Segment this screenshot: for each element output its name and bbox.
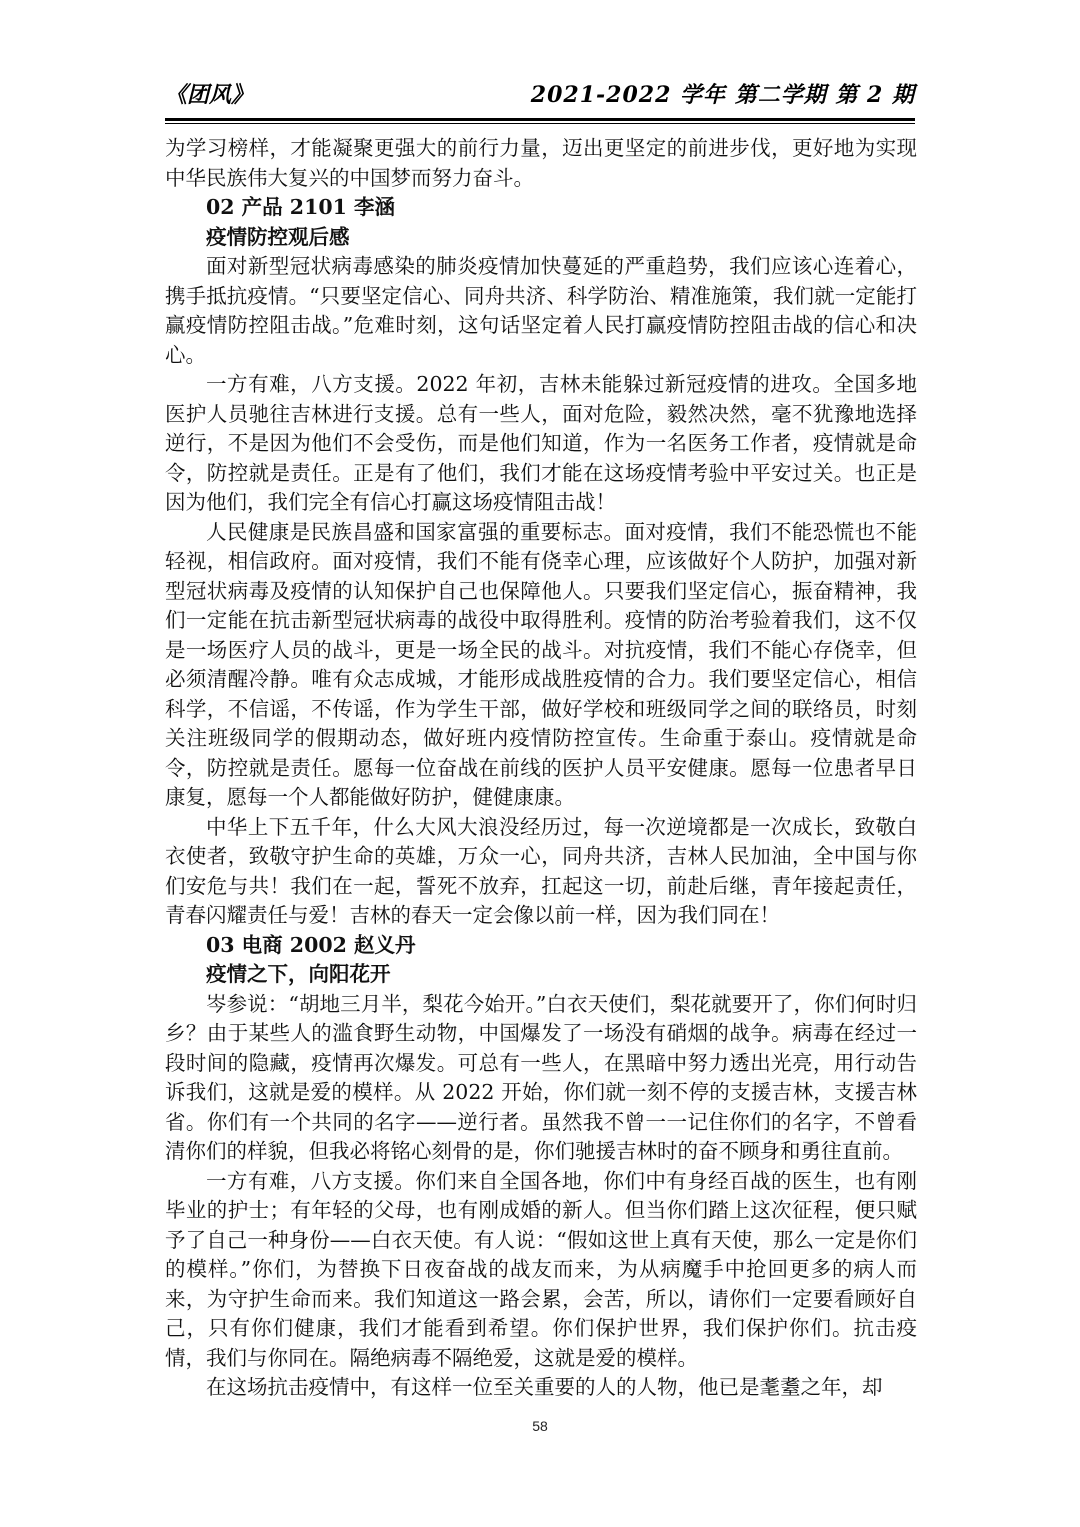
header-rule-thin	[165, 123, 915, 124]
section1-paragraph: 人民健康是民族昌盛和国家富强的重要标志。面对疫情，我们不能恐慌也不能轻视，相信政府。面对疫情，我们不能有侥幸心理，应该做好个人防护，加强对新型冠状病毒及疫情的认知保护自己也保障他人。只要我们坚定信心，振奋精神，我们一定能在抗击新型冠状病毒的战役中取得胜利。疫情的防治考验着我们，这不仅是一场医疗人员的战斗，更是一场全民的战斗。对抗疫情，我们不能心存侥幸，但必须清醒冷静。唯有众志成城，才能形成战胜疫情的合力。我们要坚定信心，相信科学，不信谣，不传谣，作为学生干部，做好学校和班级同学之间的联络员，时刻关注班级同学的假期动态，做好班内疫情防控宣传。生命重于泰山。疫情就是命令，防控就是责任。愿每一位奋战在前线的医护人员平安健康。愿每一位患者早日康复，愿每一个人都能做好防护，健健康康。	[165, 519, 917, 809]
section2-paragraph: 岑参说：“胡地三月半，梨花今始开。”白衣天使们，梨花就要开了，你们何时归乡？由于某些人的滥食野生动物，中国爆发了一场没有硝烟的战争。病毒在经过一段时间的隐藏，疫情再次爆发。可总有一些人，在黑暗中努力透出光亮，用行动告诉我们，这就是爱的模样。从 2022 开始，你们就一刻不停的支援吉林，支援吉林省。你们有一个共同的名字——逆行者。虽然我不曾一一记住你们的名字，不曾看清你们的样貌，但我必将铭心刻骨的是，你们驰援吉林时的奋不顾身和勇往直前。	[165, 991, 917, 1163]
issue-info: 2021-2022 学年 第二学期 第 2 期	[530, 82, 915, 108]
section2-author: 03 电商 2002 赵义丹	[206, 932, 416, 957]
section1-paragraph: 一方有难，八方支援。2022 年初，吉林未能躲过新冠疫情的进攻。全国多地医护人员驰往吉林进行支援。总有一些人，面对危险，毅然决然，毫不犹豫地选择逆行，不是因为他们不会受伤，而是他们知道，作为一名医务工作者，疫情就是命令，防控就是责任。正是有了他们，我们才能在这场疫情考验中平安过关。也正是因为他们，我们完全有信心打赢这场疫情阻击战！	[165, 372, 917, 514]
section2-title: 疫情之下，向阳花开	[206, 962, 391, 986]
section1-paragraph: 中华上下五千年，什么大风大浪没经历过，每一次逆境都是一次成长，致敬白衣使者，致敬守护生命的英雄，万众一心，同舟共济，吉林人民加油，全中国与你们安危与共！我们在一起，誓死不放弃，扛起这一切，前赴后继，青年接起责任，青春闪耀责任与爱！吉林的春天一定会像以前一样，因为我们同在！	[165, 814, 917, 927]
journal-title: 《团风》	[165, 82, 254, 108]
page-number: 58	[532, 1418, 548, 1434]
section1-paragraph: 面对新型冠状病毒感染的肺炎疫情加快蔓延的严重趋势，我们应该心连着心，携手抵抗疫情。“只要坚定信心、同舟共济、科学防治、精准施策，我们就一定能打赢疫情防控阻击战。”危难时刻，这句话坚定着人民打赢疫情防控阻击战的信心和决心。	[165, 254, 917, 367]
section1-title: 疫情防控观后感	[206, 224, 350, 249]
page-header	[165, 74, 915, 114]
section1-author: 02 产品 2101 李涵	[206, 195, 395, 219]
article-body	[165, 134, 917, 1403]
section2-paragraph: 一方有难，八方支援。你们来自全国各地，你们中有身经百战的医生，也有刚毕业的护士；有年轻的父母，也有刚成婚的新人。但当你们踏上这次征程，便只赋予了自己一种身份——白衣天使。有人说：“假如这世上真有天使，那么一定是你们的模样。”你们，为替换下日夜奋战的战友而来，为从病魔手中抢回更多的病人而来，为守护生命而来。我们知道这一路会累，会苦，所以，请你们一定要看顾好自己，只有你们健康，我们才能看到希望。你们保护世界，我们保护你们。抗击疫情，我们与你同在。隔绝病毒不隔绝爱，这就是爱的模样。	[165, 1168, 917, 1370]
header-rule-thick	[165, 118, 915, 121]
intro-paragraph: 为学习榜样，才能凝聚更强大的前行力量，迈出更坚定的前进步伐，更好地为实现中华民族伟大复兴的中国梦而努力奋斗。	[165, 136, 917, 190]
section2-paragraph: 在这场抗击疫情中，有这样一位至关重要的人的人物，他已是耄耋之年，却	[206, 1375, 883, 1399]
